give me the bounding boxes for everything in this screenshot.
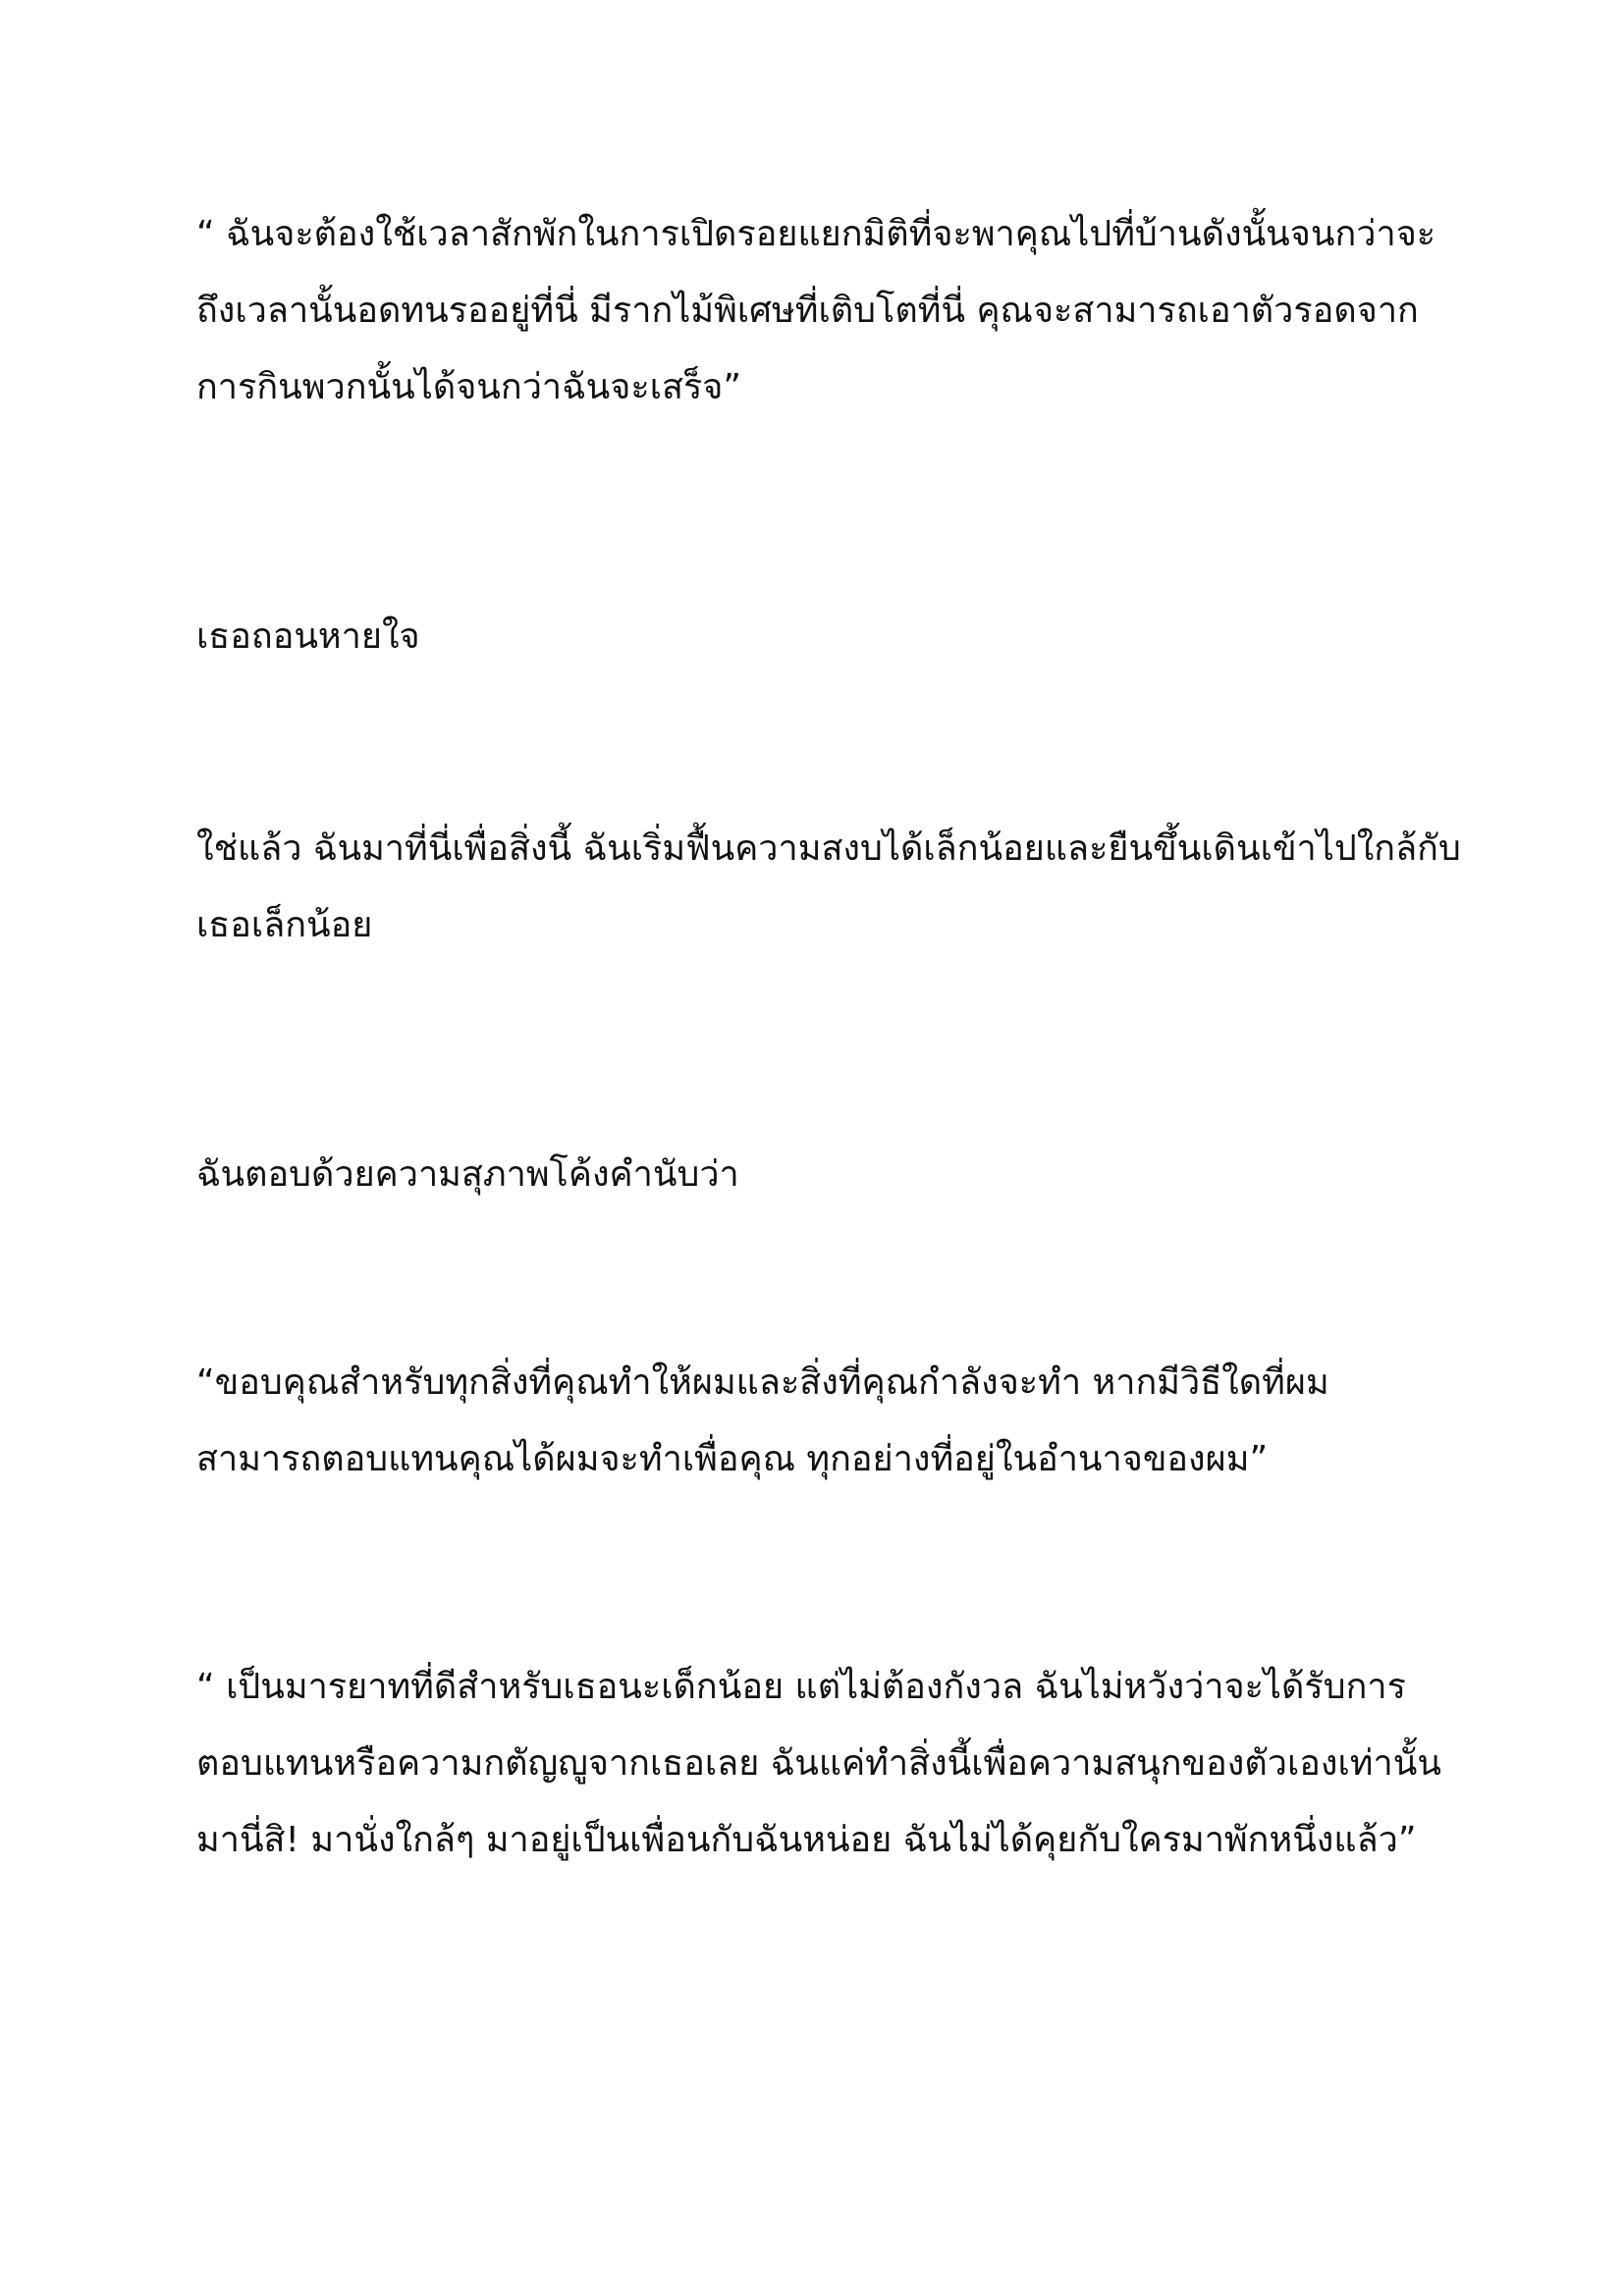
paragraph-dialogue-2 <box>196 1345 1434 1498</box>
paragraph-narration-3 <box>196 1137 1434 1213</box>
paragraph-narration-2 <box>196 811 1461 964</box>
text-line: สามารถตอบแทนคุณได้ผมจะทำเพื่อคุณ ทุกอย่างที่อยู่ในอำนาจของผม” <box>196 1439 1269 1479</box>
text-line: ฉันตอบด้วยความสุภาพโค้งคำนับว่า <box>196 1154 739 1195</box>
text-line: เธอถอนหายใจ <box>196 616 420 657</box>
text-line: “ เป็นมารยาทที่ดีสำหรับเธอนะเด็กน้อย แต่ไม่ต้องกังวล ฉันไม่หวังว่าจะได้รับการ <box>196 1667 1406 1707</box>
text-line: ใช่แล้ว ฉันมาที่นี่เพื่อสิ่งนี้ ฉันเริ่มฟื้นความสงบได้เล็กน้อยและยืนขึ้นเดินเข้าไปใกล้กับ <box>196 828 1461 869</box>
paragraph-dialogue-1 <box>196 196 1434 426</box>
text-line: “ขอบคุณสำหรับทุกสิ่งที่คุณทำให้ผมและสิ่งที่คุณกำลังจะทำ หากมีวิธีใดที่ผม <box>196 1362 1329 1403</box>
text-line: เธอเล็กน้อย <box>196 905 373 945</box>
paragraph-narration-1 <box>196 599 1434 675</box>
text-line: การกินพวกนั้นได้จนกว่าฉันจะเสร็จ” <box>196 367 742 407</box>
text-line: ตอบแทนหรือความกตัญญูจากเธอเลย ฉันแค่ทำสิ่งนี้เพื่อความสนุกของตัวเองเท่านั้น <box>196 1743 1441 1784</box>
text-line: มานี่สิ! มานั่งใกล้ๆ มาอยู่เป็นเพื่อนกับฉันหน่อย ฉันไม่ได้คุยกับใครมาพักหนึ่งแล้ว” <box>196 1820 1417 1860</box>
text-line: ถึงเวลานั้นอดทนรออยู่ที่นี่ มีรากไม้พิเศษที่เติบโตที่นี่ คุณจะสามารถเอาตัวรอดจาก <box>196 291 1419 331</box>
paragraph-dialogue-3 <box>196 1649 1441 1879</box>
text-line: “ ฉันจะต้องใช้เวลาสักพักในการเปิดรอยแยกมิติที่จะพาคุณไปที่บ้านดังนั้นจนกว่าจะ <box>196 214 1436 254</box>
